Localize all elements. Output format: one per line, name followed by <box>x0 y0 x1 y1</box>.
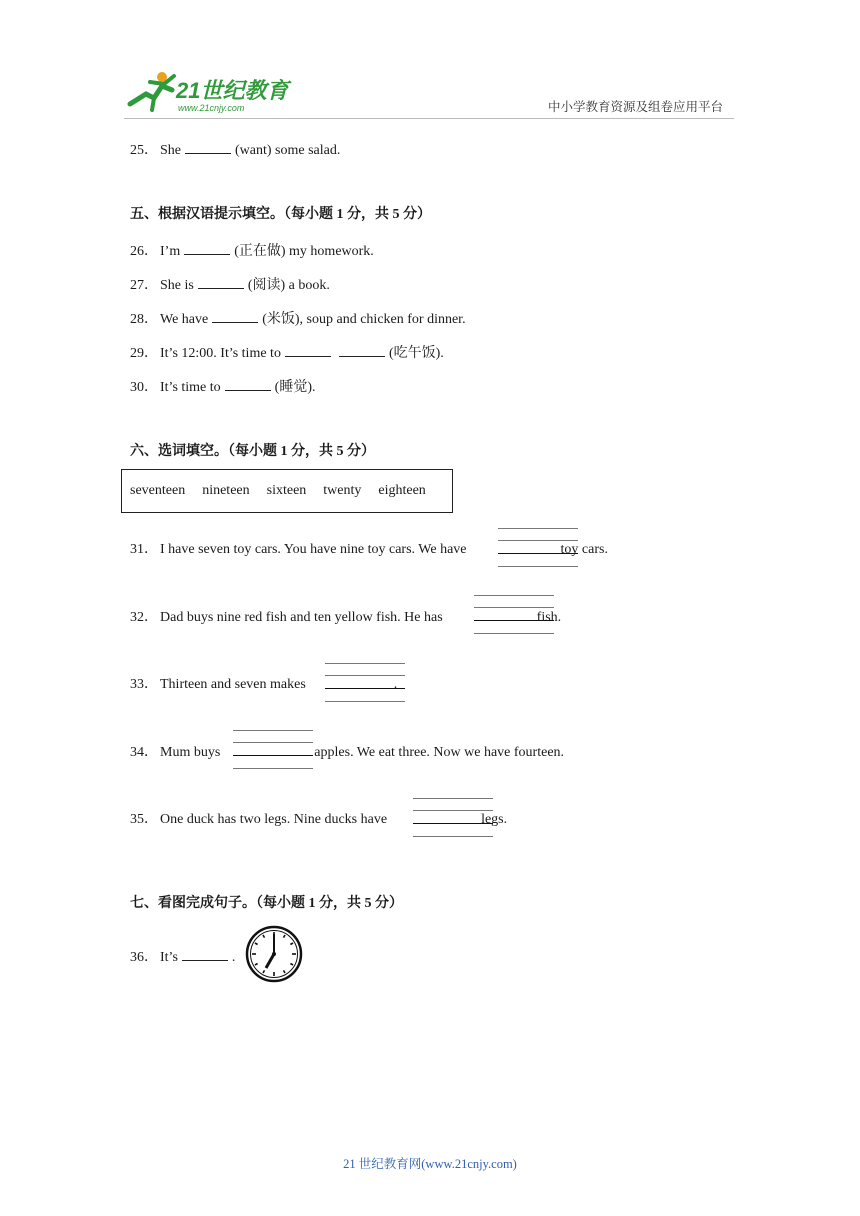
section-7-title: 七、看图完成句子。（每小题 1 分，共 5 分） <box>130 896 403 911</box>
word-bank-item: twenty <box>323 483 362 498</box>
footer-text: 21 世纪教育网(www.21cnjy.com) <box>343 1157 517 1171</box>
question-32: 32． Dad buys nine red fish and ten yellow fish. He has fish. <box>130 610 562 625</box>
question-number: 25． <box>130 143 158 158</box>
clock-icon <box>245 925 303 983</box>
question-35: 35． One duck has two legs. Nine ducks have legs. <box>130 812 508 827</box>
answer-blank[interactable] <box>182 946 228 961</box>
question-36: 36． It’s . <box>130 946 235 967</box>
question-34: 34． Mum buys apples. We eat three. Now we have fourteen. <box>130 745 565 760</box>
running-man-logo-icon <box>124 70 294 116</box>
question-33: 33． Thirteen and seven makes . <box>130 677 398 692</box>
word-bank-item: nineteen <box>202 483 250 498</box>
question-27: 27． She is (阅读) a book. <box>130 274 330 295</box>
answer-blank[interactable] <box>185 139 231 154</box>
section-5-title: 五、根据汉语提示填空。（每小题 1 分，共 5 分） <box>130 207 431 222</box>
word-bank-item: sixteen <box>266 483 307 498</box>
answer-blank[interactable] <box>184 240 230 255</box>
header-platform-text: 中小学教育资源及组卷应用平台 <box>548 100 724 114</box>
header-divider <box>124 118 734 119</box>
svg-text:21世纪教育: 21世纪教育 <box>176 78 289 103</box>
logo <box>124 70 294 116</box>
answer-blank[interactable] <box>212 308 258 323</box>
section-6-title: 六、选词填空。（每小题 1 分，共 5 分） <box>130 444 375 459</box>
question-31: 31． I have seven toy cars. You have nine toy cars. We have toy cars. <box>130 542 608 557</box>
answer-blank[interactable] <box>225 376 271 391</box>
question-30: 30． It’s time to (睡觉). <box>130 376 316 397</box>
question-28: 28． We have (米饭), soup and chicken for dinner. <box>130 308 466 329</box>
question-25: 25． She (want) some salad. <box>130 139 340 160</box>
word-bank-item: eighteen <box>378 483 426 498</box>
word-bank <box>121 469 453 513</box>
answer-blank[interactable] <box>198 274 244 289</box>
word-bank-item: seventeen <box>130 483 186 498</box>
answer-blank[interactable] <box>339 342 385 357</box>
answer-blank[interactable] <box>285 342 331 357</box>
svg-text:www.21cnjy.com: www.21cnjy.com <box>178 103 245 113</box>
question-29: 29． It’s 12:00. It’s time to (吃午饭). <box>130 342 444 363</box>
question-26: 26． I’m (正在做) my homework. <box>130 240 374 261</box>
